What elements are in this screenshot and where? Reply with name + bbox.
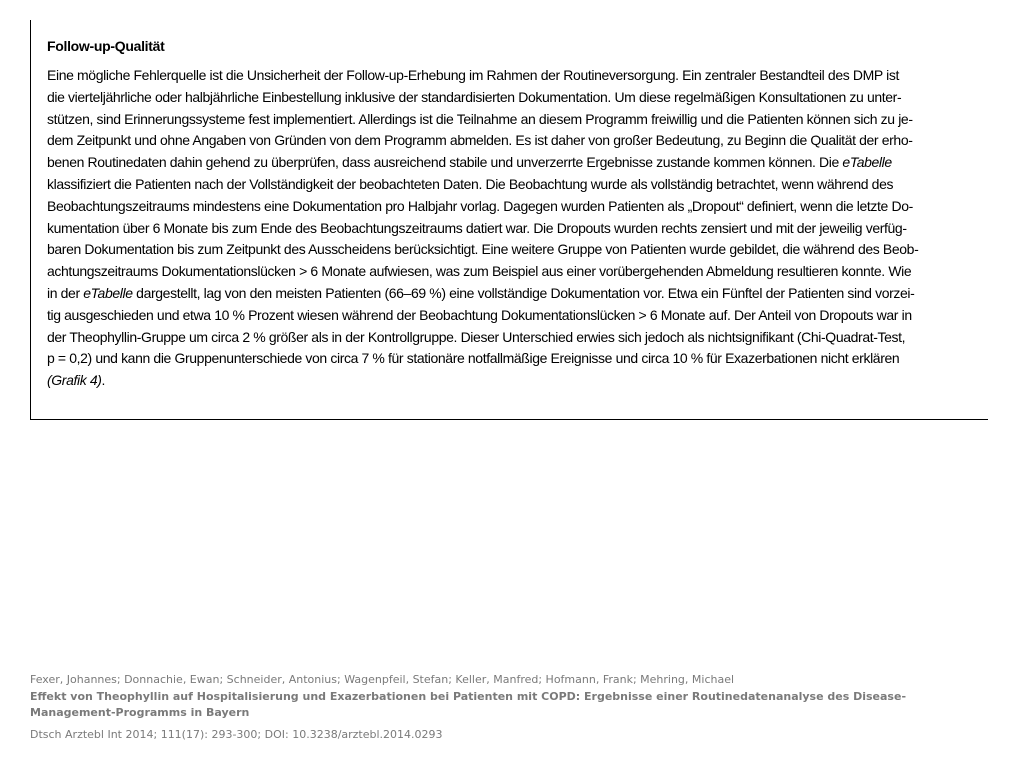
text-run: Eine mögliche Fehlerquelle ist die Unsicherheit der Follow-up-Erhebung im Rahmen der Routineversorgung. Ein zentraler Bestandteil des DMP ist [47, 67, 899, 83]
text-line [47, 174, 987, 196]
text-run: . [101, 372, 106, 389]
text-run: dargestellt, lag von den meisten Patienten (66–69 %) eine vollständige Dokumentation vor. Etwa ein Fünftel der Patienten sind vorzei- [132, 284, 915, 301]
text-line [47, 152, 987, 174]
citation-article-title: Effekt von Theophyllin auf Hospitalisierung und Exazerbationen bei Patienten mit COPD: Ergebnisse einer Routinedatenanalyse des Disease-Management-Programms in Bayern [30, 689, 907, 719]
section-heading: Follow-up-Qualität [47, 38, 165, 54]
text-run: achtungszeitraums Dokumentationslücken > 6 Monate aufwiesen, was zum Beispiel aus einer vorübergehenden Abmeldung resultieren konnte. Wie [47, 263, 912, 280]
text-run: dem Zeitpunkt und ohne Angaben von Gründen von dem Programm abmelden. Es ist daher von großer Bedeutung, zu Beginn die Qualität der erho- [47, 132, 913, 149]
citation-journal-reference: Dtsch Arztebl Int 2014; 111(17): 293-300; DOI: 10.3238/arztebl.2014.0293 [30, 727, 443, 741]
body-paragraph [47, 65, 987, 392]
text-line [47, 305, 987, 327]
text-run: tig ausgeschieden und etwa 10 % Prozent wiesen während der Beobachtung Dokumentationslücken > 6 Monate auf. Der Anteil von Dropouts war in [47, 306, 912, 323]
text-line [47, 87, 987, 109]
text-run: der Theophyllin-Gruppe um circa 2 % größer als in der Kontrollgruppe. Dieser Unterschied erwies sich jedoch als nichtsignifikant (Chi-Quadrat-Test, [47, 328, 906, 345]
text-line [47, 65, 987, 87]
text-line [47, 348, 987, 370]
italic-reference: (Grafik 4) [47, 372, 102, 389]
citation-block [30, 672, 990, 743]
text-line [47, 109, 987, 131]
text-line [47, 239, 987, 261]
text-run: p = 0,2) und kann die Gruppenunterschiede von circa 7 % für stationäre notfallmäßige Ereignisse und circa 10 % für Exazerbationen nicht erklären [47, 350, 900, 367]
text-line [47, 196, 987, 218]
text-run: baren Dokumentation bis zum Zeitpunkt des Ausscheidens berücksichtigt. Eine weitere Gruppe von Patienten wurde gebildet, die während des Beob- [47, 241, 919, 258]
text-line [47, 327, 987, 349]
text-line [47, 283, 987, 305]
text-run: kumentation über 6 Monate bis zum Ende des Beobachtungszeitraums datiert war. Die Dropouts wurden rechts zensiert und mit der jeweilig verfüg- [47, 219, 907, 236]
text-run: Beobachtungszeitraums mindestens eine Dokumentation pro Halbjahr vorlag. Dagegen wurden Patienten als „Dropout“ definiert, wenn die letzte Do- [47, 197, 913, 214]
text-run: klassifiziert die Patienten nach der Vollständigkeit der beobachteten Daten. Die Beobachtung wurde als vollständig betrachtet, wenn während des [47, 175, 894, 192]
text-line [47, 218, 987, 240]
text-run: stützen, sind Erinnerungssysteme fest implementiert. Allerdings ist die Teilnahme an diesem Programm freiwillig und die Patienten können sich zu je- [47, 110, 913, 127]
text-run: benen Routinedaten dahin gehend zu überprüfen, dass ausreichend stabile und unverzerrte Ergebnisse zustande kommen können. Die [47, 154, 843, 171]
italic-reference: eTabelle [83, 284, 133, 301]
text-run: in der [47, 284, 84, 301]
text-line [47, 130, 987, 152]
text-box [30, 20, 988, 420]
text-line [47, 370, 987, 392]
text-line [47, 261, 987, 283]
italic-reference: eTabelle [842, 154, 892, 171]
citation-authors: Fexer, Johannes; Donnachie, Ewan; Schneider, Antonius; Wagenpfeil, Stefan; Keller, Manfred; Hofmann, Frank; Mehring, Michael [30, 673, 735, 686]
text-run: die vierteljährliche oder halbjährliche Einbestellung inklusive der standardisierten Dokumentation. Um diese regelmäßigen Konsultationen zu unter- [47, 88, 902, 105]
